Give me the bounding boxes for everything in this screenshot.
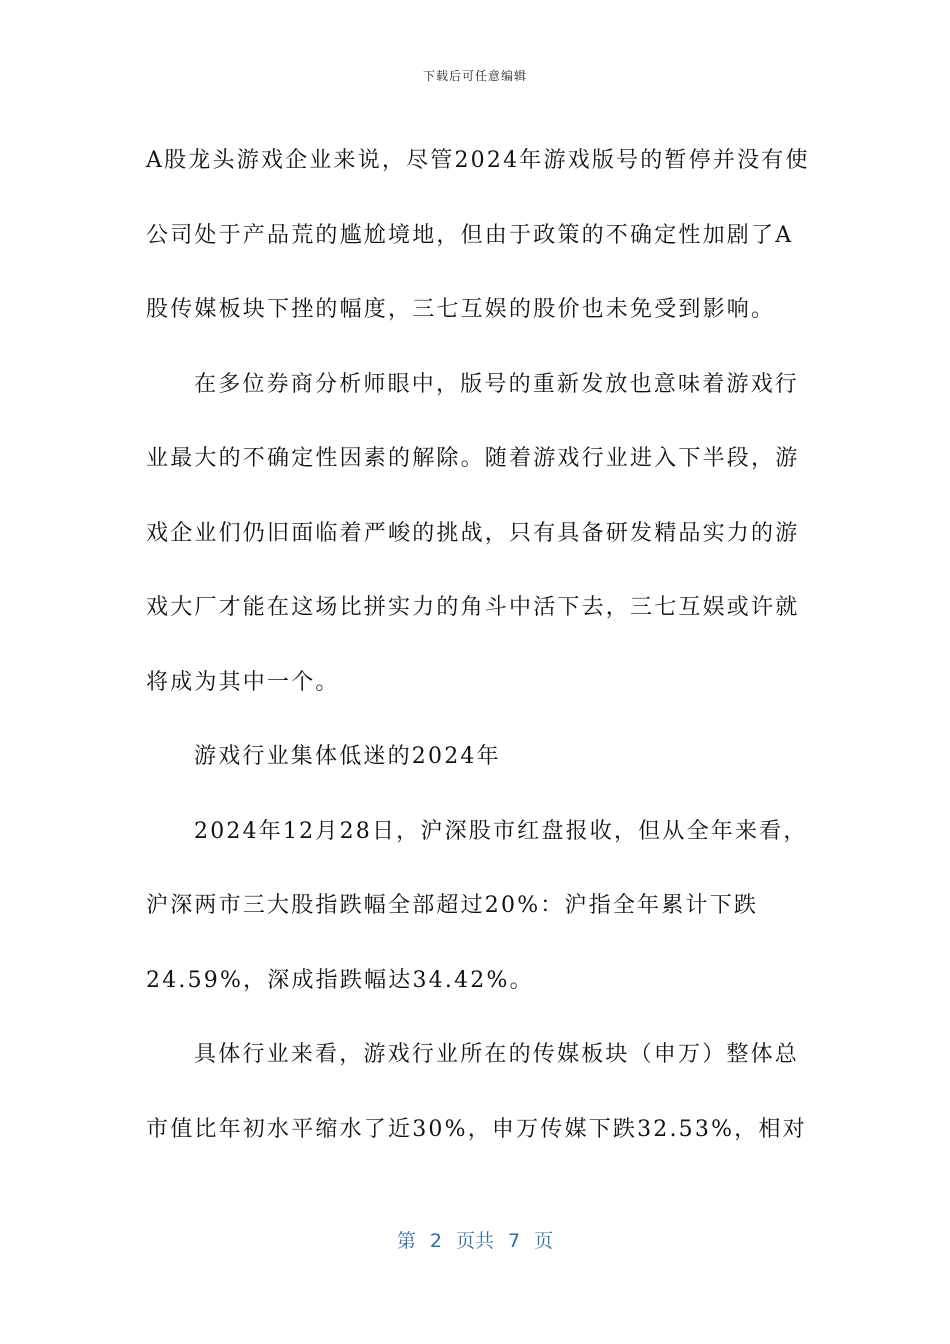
footer-page-number: 2 [429, 1230, 442, 1252]
text-line-4: 在多位券商分析师眼中，版号的重新发放也意味着游戏行 [194, 371, 800, 397]
text-line-12: 24.59%，深成指跌幅达34.42%。 [146, 967, 534, 993]
text-line-3: 股传媒板块下挫的幅度，三七互娱的股价也未免受到影响。 [146, 297, 776, 322]
text-line-10: 2024年12月28日，沪深股市红盘报收，但从全年来看， [194, 818, 808, 844]
footer-suffix: 页 [534, 1230, 554, 1252]
footer-prefix: 第 [396, 1230, 416, 1252]
text-line-7: 戏大厂才能在这场比拼实力的角斗中活下去，三七互娱或许就 [146, 595, 800, 620]
page-footer [0, 1226, 950, 1253]
document-body [146, 124, 810, 1167]
page-header: 下载后可任意编辑 [422, 69, 527, 83]
text-line-6: 戏企业们仍旧面临着严峻的挑战，只有具备研发精品实力的游 [146, 520, 800, 546]
text-line-1: A股龙头游戏企业来说，尽管2024年游戏版号的暂停并没有使 [146, 148, 810, 173]
text-line-5: 业最大的不确定性因素的解除。随着游戏行业进入下半段，游 [146, 446, 800, 471]
text-line-13: 具体行业来看，游戏行业所在的传媒板块（申万）整体总 [194, 1042, 800, 1067]
section-heading: 游戏行业集体低迷的2024年 [194, 744, 501, 769]
text-line-14: 市值比年初水平缩水了近30%，申万传媒下跌32.53%，相对 [146, 1116, 807, 1142]
footer-total-pages: 7 [508, 1230, 521, 1252]
text-line-11: 沪深两市三大股指跌幅全部超过20%：沪指全年累计下跌 [146, 893, 759, 918]
text-line-2: 公司处于产品荒的尴尬境地，但由于政策的不确定性加剧了A [146, 222, 794, 248]
text-line-8: 将成为其中一个。 [146, 669, 340, 695]
footer-middle: 页共 [455, 1230, 494, 1252]
